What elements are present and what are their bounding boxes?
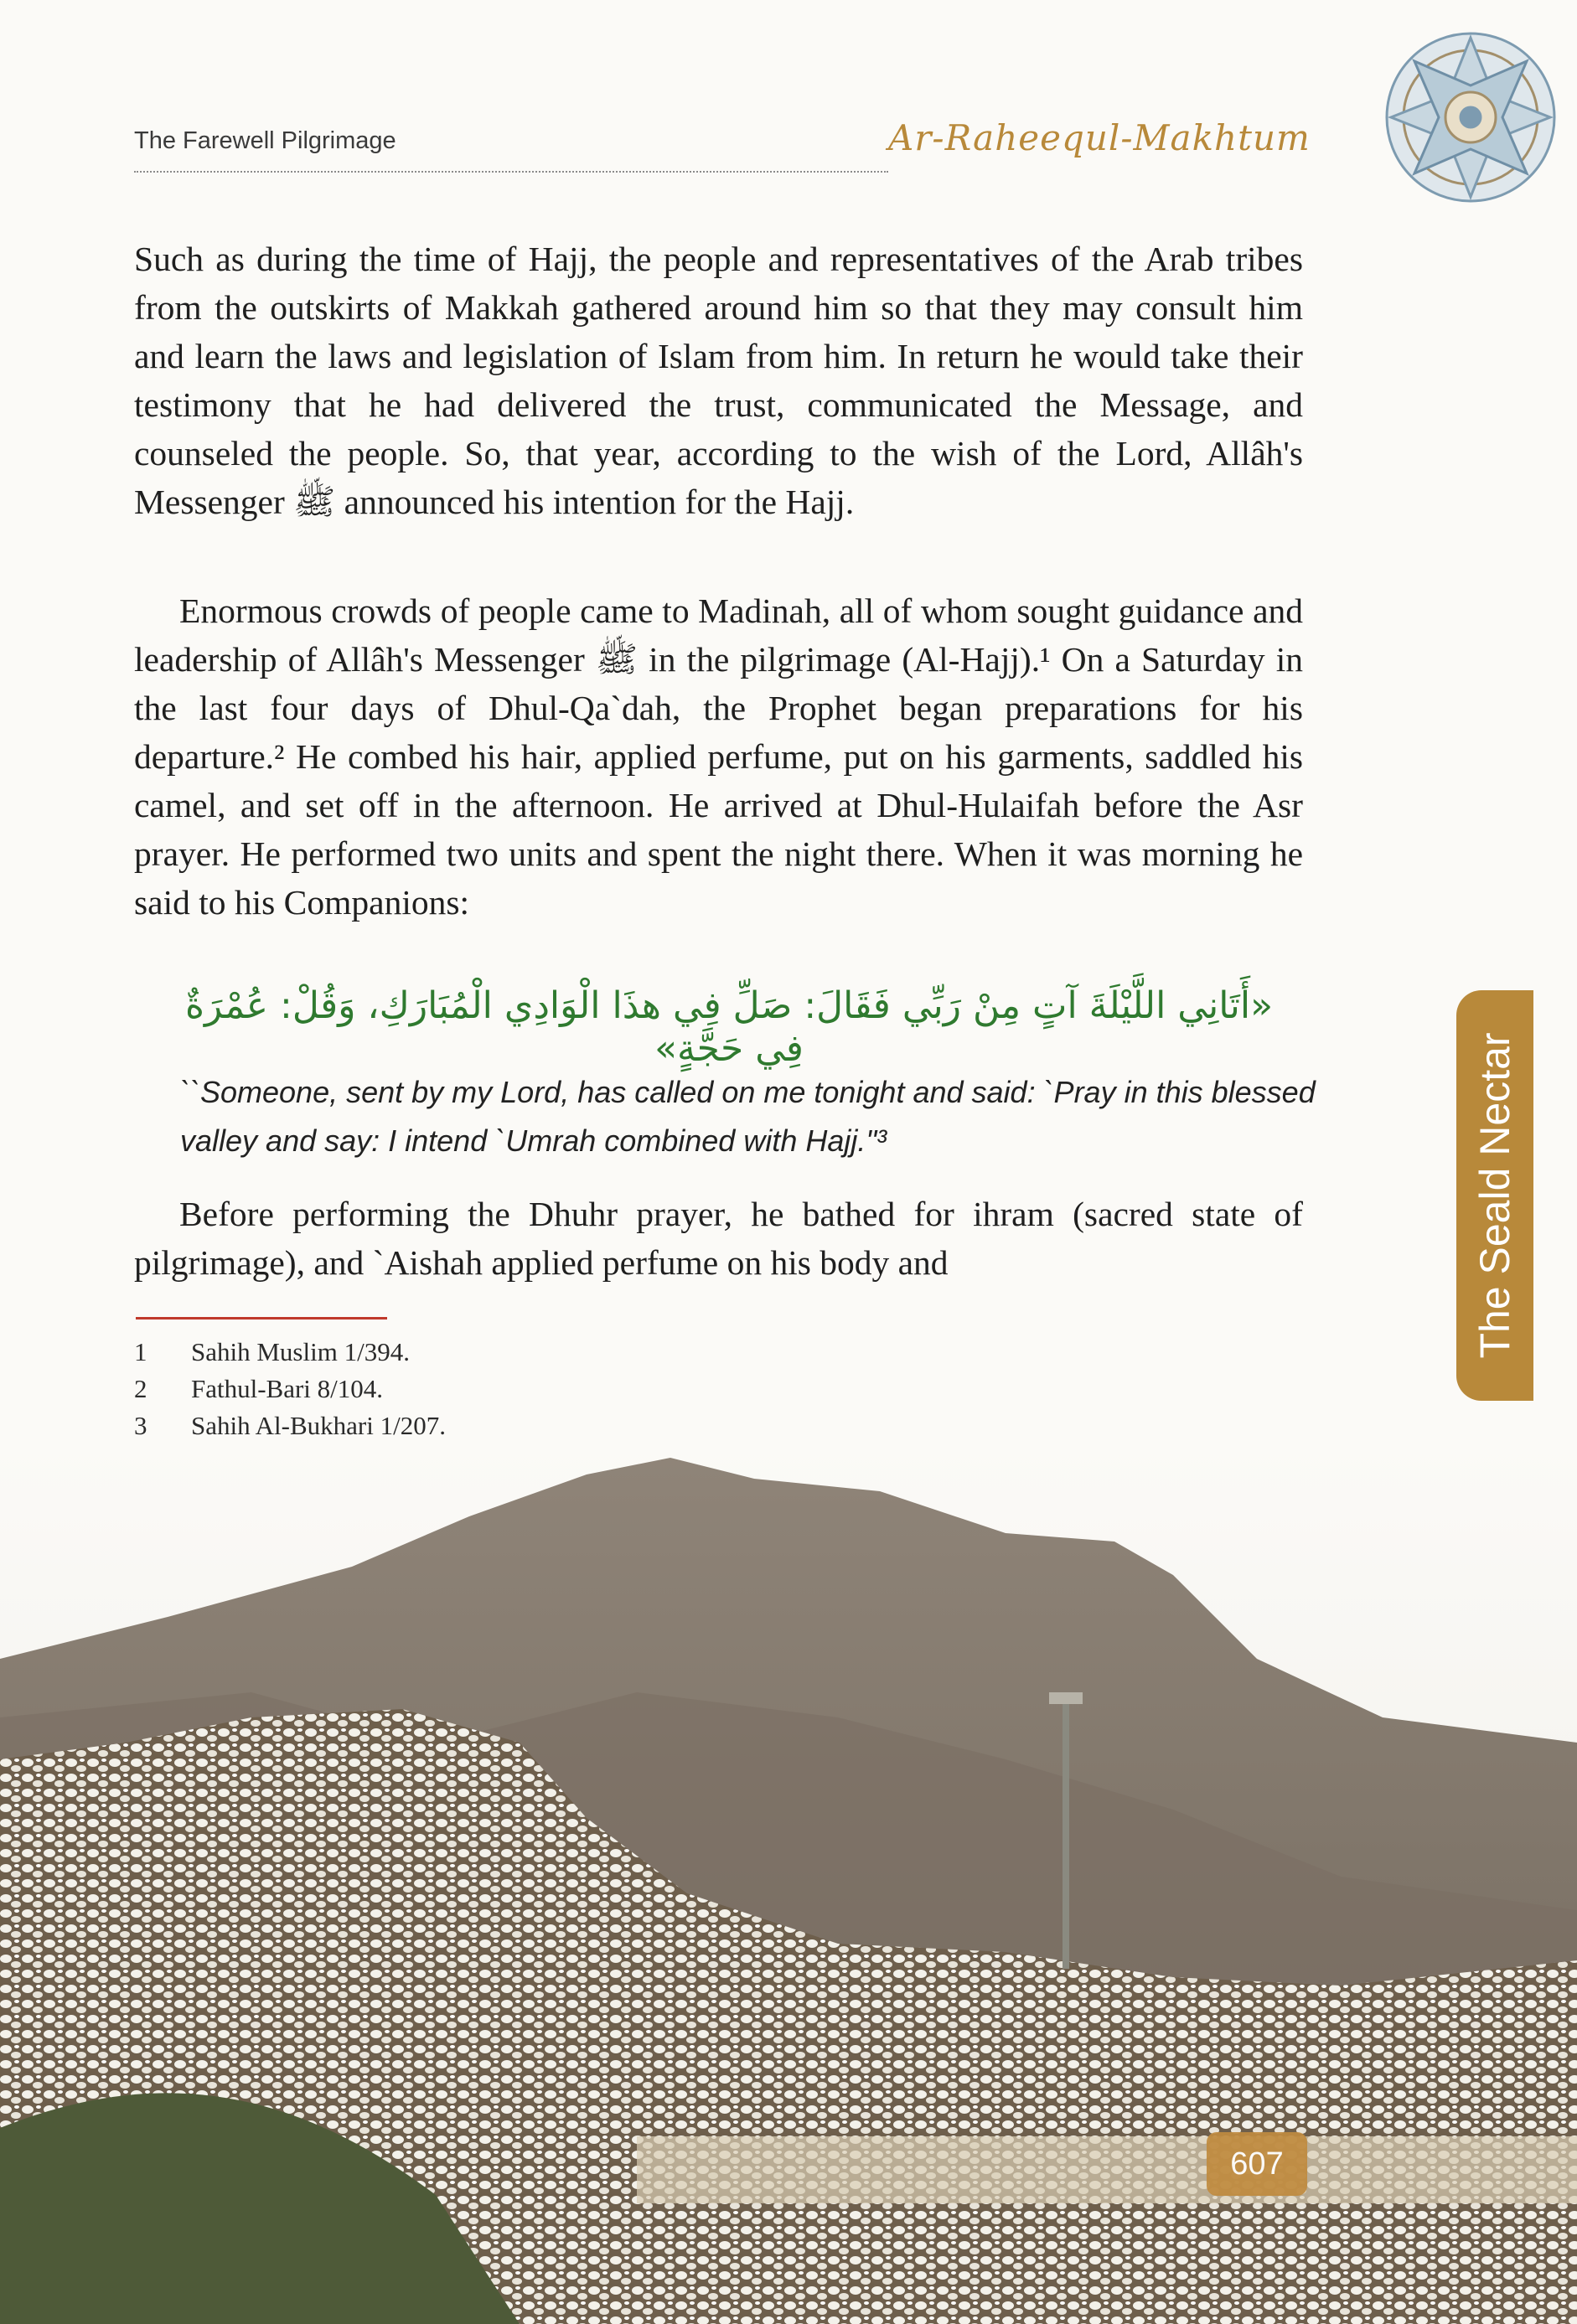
- chapter-title: The Farewell Pilgrimage: [134, 127, 396, 154]
- paragraph-1: Such as during the time of Hajj, the people and representatives of the Arab tribes from the outskirts of Makkah gathered around him so that they may consult him and learn the laws and legislation of Islam from him. In return he would take their testimony that he had delivered the trust, communicated the Message, and counseled the people. So, that year, according to the wish of the Lord, Allâh's Messenger ﷺ announced his intention for the Hajj.: [134, 240, 1303, 521]
- hadith-translation: ``Someone, sent by my Lord, has called on me tonight and said: `Pray in this blessed valley and say: I intend `Umrah combined with Hajj."³: [180, 1075, 1316, 1158]
- footnote-item: 2 Fathul-Bari 8/104.: [134, 1374, 384, 1403]
- header-divider: [134, 171, 888, 173]
- page-number: 607: [1207, 2132, 1307, 2196]
- footnote-divider: [136, 1317, 387, 1320]
- side-tab-label: The Seald Nectar: [1471, 1032, 1518, 1359]
- footnotes: [134, 1334, 446, 1444]
- mount-arafat-photo: [0, 1441, 1577, 2324]
- arabic-hadith: «أَتَانِي اللَّيْلَةَ آتٍ مِنْ رَبِّي فَقَالَ: صَلِّ فِي هذَا الْوَادِي الْمُبَارَكِ، وَقُلْ: عُمْرَةٌ فِي حَجَّةٍ»: [185, 984, 1273, 1070]
- paragraph-3: Before performing the Dhuhr prayer, he bathed for ihram (sacred state of pilgrimage), and `Aishah applied perfume on his body and: [134, 1195, 1303, 1282]
- paragraph-2: Enormous crowds of people came to Madinah, all of whom sought guidance and leadership of Allâh's Messenger ﷺ in the pilgrimage (Al-Hajj).¹ On a Saturday in the last four days of Dhul-Qa`dah, the Prophet began preparations for his departure.² He combed his hair, applied perfume, put on his garments, saddled his camel, and set off in the afternoon. He arrived at Dhul-Hulaifah before the Asr prayer. He performed two units and spent the night there. When it was morning he said to his Companions:: [134, 591, 1303, 922]
- book-title: Ar-Raheequl-Makhtum: [888, 117, 1311, 158]
- footnote-item: 1 Sahih Muslim 1/394.: [134, 1337, 410, 1366]
- footnote-item: 3 Sahih Al-Bukhari 1/207.: [134, 1411, 446, 1440]
- ornament-rosette-icon: [1366, 25, 1567, 218]
